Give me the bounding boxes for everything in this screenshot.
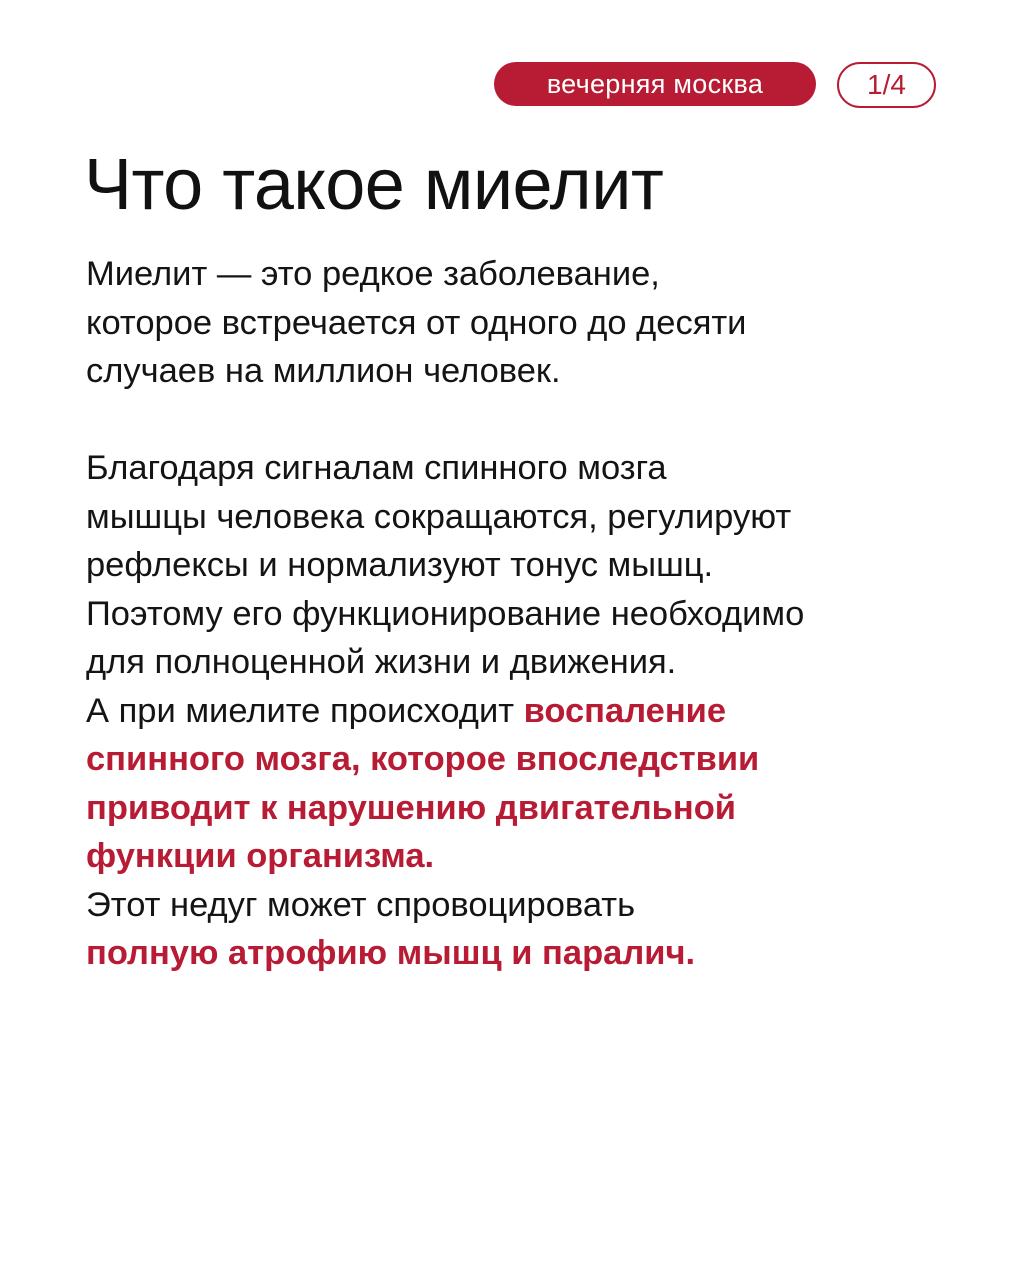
highlight-text: воспаление — [523, 691, 727, 730]
paragraph-line: Этот недуг может спровоцировать — [86, 885, 636, 924]
intro-paragraph — [86, 250, 966, 396]
paragraph-line: случаев на миллион человек. — [86, 352, 561, 390]
brand-badge: вечерняя москва — [494, 62, 816, 106]
page-indicator: 1/4 — [837, 62, 936, 108]
paragraph-line: Миелит — это редкое заболевание, — [86, 255, 660, 293]
highlight-line: полную атрофию мышц и паралич. — [86, 934, 696, 972]
plain-text: А при миелите происходит — [86, 691, 524, 730]
highlight-line: приводит к нарушению двигательной — [86, 788, 737, 827]
paragraph-line: Благодаря сигналам спинного мозга — [86, 449, 667, 487]
paragraph-line: рефлексы и нормализуют тонус мышц. — [86, 546, 714, 584]
paragraph-line: Поэтому его функционирование необходимо — [86, 594, 805, 633]
highlight-line: спинного мозга, которое впоследствии — [86, 740, 760, 778]
paragraph-line: для полноценной жизни и движения. — [86, 643, 677, 681]
paragraph-line: которое встречается от одного до десяти — [86, 303, 747, 342]
highlight-line: функции организма. — [86, 837, 435, 875]
paragraph-line: мышцы человека сокращаются, регулируют — [86, 497, 792, 536]
main-paragraph — [86, 444, 966, 978]
paragraph-line-mixed — [86, 687, 966, 736]
page-title: Что такое миелит — [84, 145, 664, 225]
